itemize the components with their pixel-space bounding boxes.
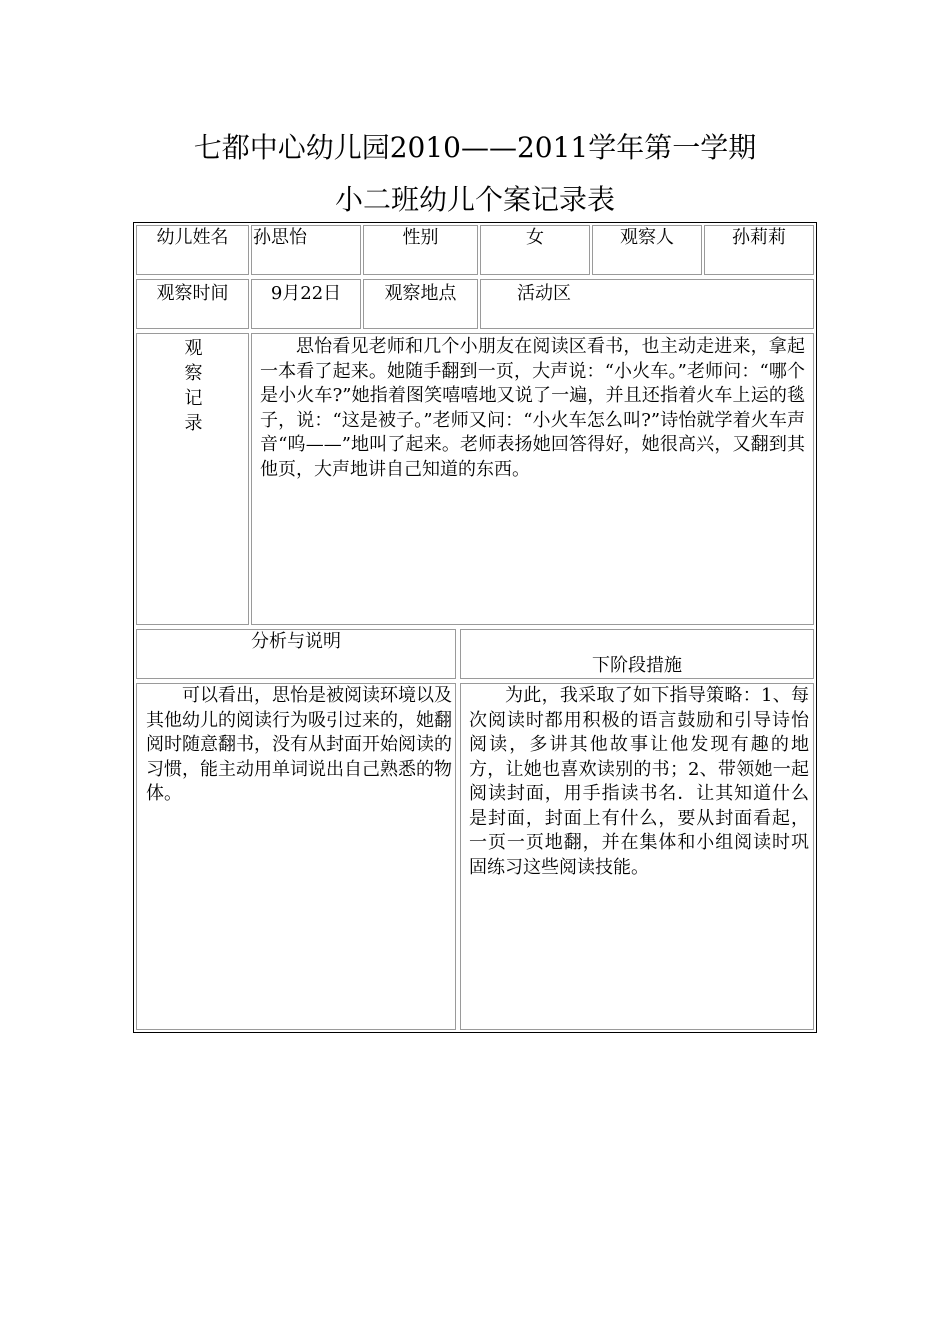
page-title: 七都中心幼儿园2010——2011学年第一学期 — [193, 131, 757, 164]
analysis-text: 可以看出，思怡是被阅读环境以及其他幼儿的阅读行为吸引过来的，她翻阅时随意翻书，没有从封面开始阅读的习惯，能主动用单词说出自己熟悉的物体。 — [146, 685, 452, 804]
observer-label: 观察人 — [620, 227, 674, 248]
place-value: 活动区 — [517, 283, 571, 304]
observer-value: 孙莉莉 — [732, 227, 786, 248]
next-steps-text: 为此，我采取了如下指导策略：1、每次阅读时都用积极的语言鼓励和引导诗怡阅读，多讲其他故事让他发现有趣的地方，让她也喜欢读别的书；2、带领她一起阅读封面，用手指读书名．让其知道什么是封面，封面上有什么，要从封面看起，一页一页地翻，并在集体和小组阅读时巩固练习这些阅读技能。 — [469, 685, 809, 878]
page-subtitle: 小二班幼儿个案记录表 — [334, 183, 615, 216]
name-value-cell — [251, 225, 361, 275]
gender-value-cell — [480, 225, 590, 275]
gender-value: 女 — [526, 227, 544, 248]
observation-label-char: 记 — [184, 388, 203, 409]
name-label: 幼儿姓名 — [156, 227, 229, 248]
time-label: 观察时间 — [156, 283, 229, 304]
observation-text-cell — [251, 333, 814, 625]
gender-label-cell — [363, 225, 478, 275]
time-value-cell — [251, 279, 361, 329]
observation-text: 思怡看见老师和几个小朋友在阅读区看书，也主动走进来，拿起一本看了起来。她随手翻到一页，大声说：“小火车。”老师问：“哪个是小火车?”她指着图笑嘻嘻地又说了一遍，并且还指着火车上运的毯子，说：“这是被子。”老师又问：“小火车怎么叫?”诗怡就学着火车声音“呜——”地叫了起来。老师表扬她回答得好，她很高兴，又翻到其他页，大声地讲自己知道的东西。 — [260, 336, 805, 480]
observation-label-char: 观 — [184, 338, 203, 359]
observation-label-cell — [136, 333, 249, 625]
next-steps-text-cell — [460, 683, 814, 1030]
name-value: 孙思怡 — [253, 227, 307, 248]
analysis-text-cell — [136, 683, 456, 1030]
gender-label: 性别 — [402, 227, 439, 248]
analysis-label-cell — [136, 629, 456, 679]
place-label-cell — [363, 279, 478, 329]
time-value: 9月22日 — [270, 283, 342, 304]
observation-label — [137, 336, 250, 436]
observer-label-cell — [592, 225, 702, 275]
observation-label-char: 录 — [184, 413, 203, 434]
next-steps-label: 下阶段措施 — [592, 655, 682, 676]
next-steps-label-cell — [460, 629, 814, 679]
name-label-cell — [136, 225, 249, 275]
observation-label-char: 察 — [184, 363, 203, 384]
record-table — [133, 222, 817, 1033]
place-value-cell — [480, 279, 814, 329]
observer-value-cell — [704, 225, 814, 275]
place-label: 观察地点 — [384, 283, 457, 304]
time-label-cell — [136, 279, 249, 329]
analysis-label: 分析与说明 — [251, 631, 341, 652]
